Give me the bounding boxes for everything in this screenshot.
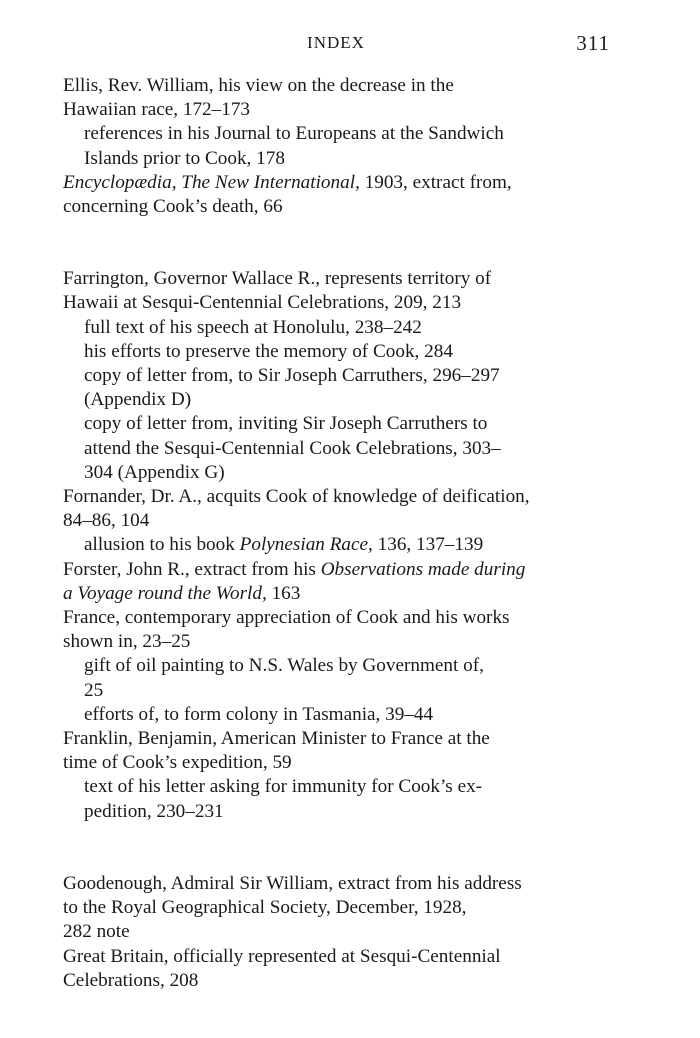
index-subentry-farrington-letter [63, 364, 609, 412]
entry-line: time of Cook’s expedition, 59 [63, 752, 292, 774]
entry-title-italic: a Voyage round the World, [63, 582, 267, 604]
entry-line: Ellis, Rev. William, his view on the decrease in the [63, 75, 454, 96]
entry-line: Celebrations, 208 [63, 969, 199, 991]
index-subentry-france-colony [63, 703, 609, 727]
entry-line: references in his Journal to Europeans at the Sandwich [84, 123, 504, 145]
entry-line: Franklin, Benjamin, American Minister to France at the [63, 728, 490, 750]
entry-line: Goodenough, Admiral Sir William, extract from his address [63, 872, 522, 894]
index-subentry-ellis-references [63, 122, 609, 170]
entry-line: Hawaii at Sesqui-Centennial Celebrations, 209, 213 [63, 292, 462, 314]
entry-line: France, contemporary appreciation of Cook and his works [63, 607, 510, 629]
entry-line: text of his letter asking for immunity for Cook’s ex- [84, 776, 483, 798]
entry-line: 25 [84, 679, 104, 701]
entry-line: copy of letter from, to Sir Joseph Carruthers, 296–297 [84, 365, 500, 387]
entry-line: gift of oil painting to N.S. Wales by Government of, [84, 655, 484, 677]
entry-line [63, 582, 609, 606]
entry-line: 304 (Appendix G) [84, 461, 225, 483]
entry-title-italic: Encyclopædia, The New International, [63, 171, 360, 193]
entry-title-italic: Observations made during [320, 558, 526, 580]
entry-line: Islands prior to Cook, 178 [84, 147, 285, 169]
entry-line [63, 171, 609, 195]
index-entry-farrington [63, 267, 609, 315]
index-subentry-farrington-speech [63, 316, 609, 340]
index-entry-great-britain [63, 945, 609, 993]
index-entry-france [63, 606, 609, 654]
entry-line: copy of letter from, inviting Sir Joseph Carruthers to [84, 413, 488, 435]
entry-line: concerning Cook’s death, 66 [63, 196, 283, 218]
index-subentry-farrington-invite [63, 412, 609, 485]
page-number: 311 [576, 31, 610, 55]
entry-text: 1903, extract from, [359, 171, 512, 193]
entry-line [63, 558, 609, 582]
letter-group-gap [63, 219, 609, 267]
entry-title-italic: Polynesian Race, [239, 534, 373, 556]
entry-text: allusion to his book [84, 534, 240, 556]
entry-line: 282 note [63, 921, 130, 943]
running-head-title: INDEX [307, 33, 365, 52]
letter-group-gap [63, 824, 609, 872]
entry-line: Farrington, Governor Wallace R., represents territory of [63, 268, 492, 290]
index-subentry-fornander-book [63, 533, 609, 557]
running-head [62, 33, 610, 57]
entry-line: pedition, 230–231 [84, 800, 224, 822]
entry-line: Hawaiian race, 172–173 [63, 99, 251, 121]
index-entry-ellis [63, 74, 609, 122]
index-entry-forster [63, 558, 609, 606]
entry-line: Great Britain, officially represented at Sesqui-Centennial [63, 945, 501, 967]
entry-text: 163 [266, 582, 301, 604]
index-subentry-franklin-letter [63, 775, 609, 823]
entry-line: his efforts to preserve the memory of Cook, 284 [84, 340, 453, 362]
index-entry-goodenough [63, 872, 609, 945]
entry-line: 84–86, 104 [63, 510, 150, 532]
index-subentry-farrington-memory [63, 340, 609, 364]
index-entry-franklin [63, 727, 609, 775]
entry-line: (Appendix D) [84, 389, 192, 411]
entry-line: Fornander, Dr. A., acquits Cook of knowledge of deification, [63, 486, 530, 508]
index-entry-fornander [63, 485, 609, 533]
entry-line: efforts of, to form colony in Tasmania, 39–44 [84, 703, 434, 725]
entry-line: shown in, 23–25 [63, 631, 191, 653]
index-entries [63, 74, 609, 993]
index-subentry-france-gift [63, 654, 609, 702]
entry-text: Forster, John R., extract from his [63, 558, 321, 580]
entry-line: full text of his speech at Honolulu, 238–242 [84, 316, 422, 338]
entry-line: attend the Sesqui-Centennial Cook Celebrations, 303– [84, 437, 501, 459]
entry-text: 136, 137–139 [372, 534, 484, 556]
entry-line: to the Royal Geographical Society, December, 1928, [63, 897, 467, 919]
entry-line [84, 533, 609, 557]
index-entry-encyclopaedia [63, 171, 609, 219]
